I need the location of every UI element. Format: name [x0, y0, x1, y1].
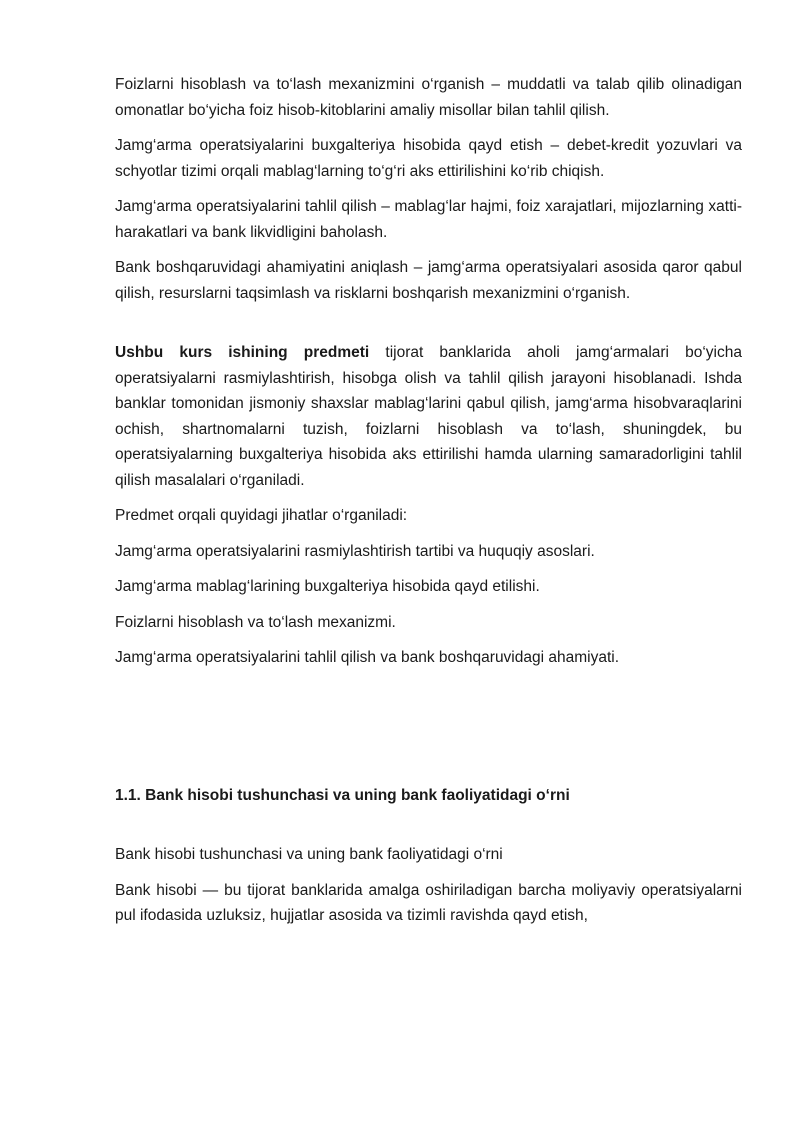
- intro-paragraph-3: Jamg‘arma operatsiyalarini tahlil qilish – mablag‘lar hajmi, foiz xarajatlari, mijozlarning xatti-harakatlari va bank likvidligini baholash.: [115, 198, 742, 241]
- subject-paragraph: [115, 340, 742, 493]
- aspect-item-3: Foizlarni hisoblash va to‘lash mexanizmi.: [115, 613, 396, 631]
- section-body: Bank hisobi — bu tijorat banklarida amalga oshiriladigan barcha moliyaviy operatsiyalarni pul ifodasida uzluksiz, hujjatlar asosida va tizimli ravishda qayd etish,: [115, 881, 742, 924]
- section-heading: 1.1. Bank hisobi tushunchasi va uning bank faoliyatidagi o‘rni: [115, 786, 570, 804]
- aspect-item-4: Jamg‘arma operatsiyalarini tahlil qilish va bank boshqaruvidagi ahamiyati.: [115, 649, 620, 666]
- intro-paragraph-2: Jamg‘arma operatsiyalarini buxgalteriya hisobida qayd etish – debet-kredit yozuvlari va schyotlar tizimi orqali mablag‘larning to‘g‘ri aks ettirilishini ko‘rib chiqish.: [115, 137, 742, 180]
- intro-paragraph-1: Foizlarni hisoblash va to‘lash mexanizmini o‘rganish – muddatli va talab qilib olinadigan omonatlar bo‘yicha foiz hisob-kitoblarini amaliy misollar bilan tahlil qilish.: [115, 76, 742, 119]
- aspect-item-1: Jamg‘arma operatsiyalarini rasmiylashtirish tartibi va huquqiy asoslari.: [115, 542, 595, 560]
- intro-paragraph-4: Bank boshqaruvidagi ahamiyatini aniqlash – jamg‘arma operatsiyalari asosida qaror qabul qilish, resurslarni taqsimlash va risklarni boshqarish mexanizmini o‘rganish.: [115, 259, 742, 302]
- section-subtitle: Bank hisobi tushunchasi va uning bank faoliyatidagi o‘rni: [115, 846, 503, 863]
- aspects-intro: Predmet orqali quyidagi jihatlar o‘rganiladi:: [115, 507, 408, 524]
- subject-text: tijorat banklarida aholi jamg‘armalari bo‘yicha operatsiyalarni rasmiylashtirish, hisobga olish va tahlil qilish jarayoni hisoblanadi. Ishda banklar tomonidan jismoniy shaxslar mablag‘larini qabul qilish, jamg‘arma hisobvaraqlarini ochish, shartnomalarni tuzish, foizlarni hisoblash va to‘lash, shuningdek, bu operatsiyalarning buxgalteriya hisobida aks ettirilishi hamda ularning samaradorligini tahlil qilish masalalari o‘rganiladi.: [115, 344, 742, 489]
- aspect-item-2: Jamg‘arma mablag‘larining buxgalteriya hisobida qayd etilishi.: [115, 578, 540, 595]
- subject-bold-lead: Ushbu kurs ishining predmeti: [115, 344, 370, 361]
- document-page: [115, 72, 742, 939]
